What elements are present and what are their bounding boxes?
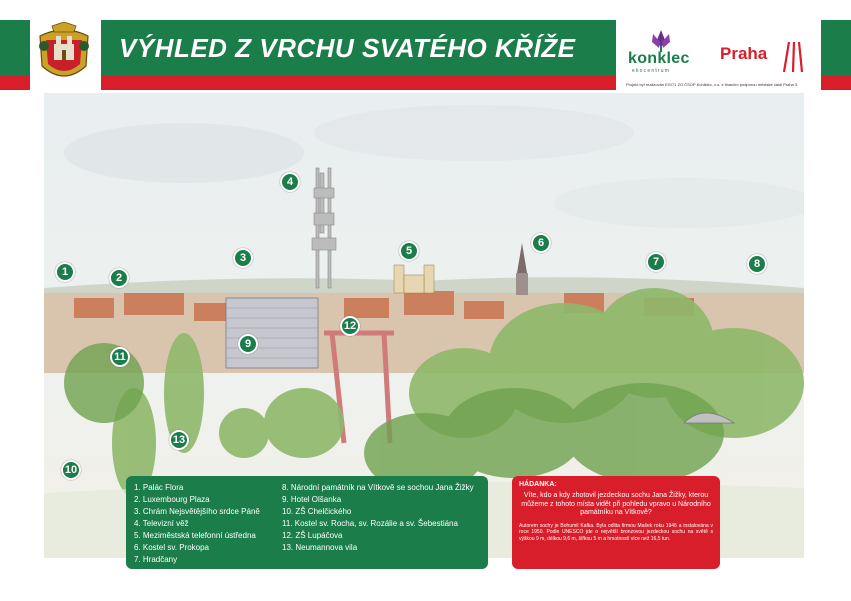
legend-column-1 <box>134 482 260 566</box>
riddle-title: HÁDANKA: <box>519 481 557 488</box>
marker-10[interactable]: 10 <box>61 460 81 480</box>
marker-4[interactable]: 4 <box>280 172 300 192</box>
marker-1[interactable]: 1 <box>55 262 75 282</box>
riddle-box <box>512 476 720 569</box>
marker-6[interactable]: 6 <box>531 233 551 253</box>
marker-12[interactable]: 12 <box>340 316 360 336</box>
praha-logo: Praha <box>720 44 768 63</box>
legend-item: 13. Neumannova vila <box>282 543 358 552</box>
legend-box <box>126 476 488 569</box>
prague3-coat-of-arms-icon <box>34 22 94 88</box>
left-edge-stripe <box>0 20 30 90</box>
riddle-answer: Autorem sochy je Bohumil Kafka. Byla odlita firmou Mašek roku 1946 a instalována v roce 1950. Podle UNESCO jde o největší bronzovou jezdeckou sochu na světě s výškou 9 m, délkou 9,6 m, šířkou 5 m a hmotností více než 16,5 tun. <box>519 522 713 542</box>
legend-column-2 <box>282 482 474 554</box>
marker-13[interactable]: 13 <box>169 430 189 450</box>
marker-8[interactable]: 8 <box>747 254 767 274</box>
praha-bars-icon <box>780 40 806 74</box>
legend-item: 8. Národní památník na Vítkově se sochou Jana Žižky <box>282 483 474 492</box>
marker-3[interactable]: 3 <box>233 248 253 268</box>
legend-item: 10. ZŠ Chelčického <box>282 507 352 516</box>
konklec-logo: konklec ekocentrum <box>628 28 700 76</box>
legend-item: 6. Kostel sv. Prokopa <box>134 543 209 552</box>
legend-item: 11. Kostel sv. Rocha, sv. Rozálie a sv. Šebestiána <box>282 519 458 528</box>
legend-item: 4. Televizní věž <box>134 519 189 528</box>
legend-item: 12. ZŠ Lupáčova <box>282 531 343 540</box>
page-title: VÝHLED Z VRCHU SVATÉHO KŘÍŽE <box>119 32 576 63</box>
marker-11[interactable]: 11 <box>110 347 130 367</box>
marker-2[interactable]: 2 <box>109 268 129 288</box>
project-note: Projekt byl realizován EG/71 ZO ČSOP Koniklec, o.s. s finanční podporou městské části Praha 3. <box>626 82 799 87</box>
legend-item: 7. Hradčany <box>134 555 178 564</box>
marker-7[interactable]: 7 <box>646 252 666 272</box>
legend-item: 3. Chrám Nejsvětějšího srdce Páně <box>134 507 260 516</box>
title-banner <box>101 20 616 90</box>
marker-9[interactable]: 9 <box>238 334 258 354</box>
crocus-flower-icon <box>648 28 674 52</box>
marker-5[interactable]: 5 <box>399 241 419 261</box>
right-edge-stripe <box>821 20 851 90</box>
legend-item: 2. Luxembourg Plaza <box>134 495 210 504</box>
riddle-question: Víte, kdo a kdy zhotovil jezdeckou sochu Jana Žižky, kterou můžeme z tohoto místa vidět při pohledu vpravo u Národního památníku na Vítkově? <box>521 492 711 516</box>
legend-item: 5. Meziměstská telefonní ústředna <box>134 531 256 540</box>
legend-item: 1. Palác Flora <box>134 483 184 492</box>
legend-item: 9. Hotel Olšanka <box>282 495 342 504</box>
